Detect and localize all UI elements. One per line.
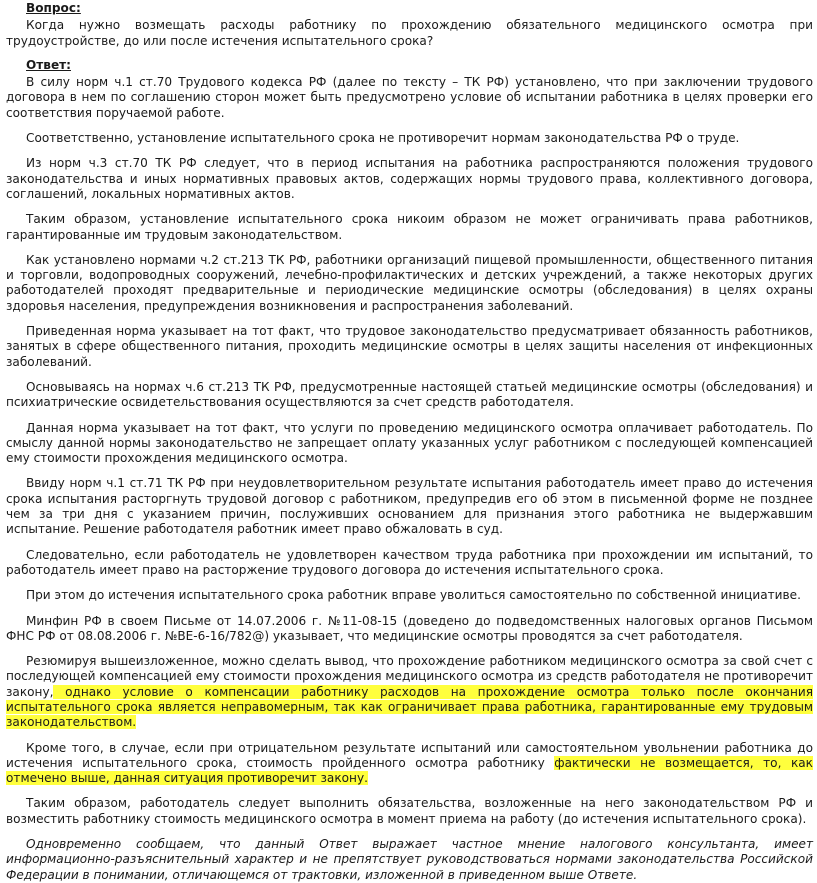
answer-paragraph: Данная норма указывает на тот факт, что услуги по проведению медицинского осмотра оплачивает работодатель. По смыслу данной нормы законодательство не запрещает оплату указанных услуг работником с последующей компенсацией ему стоимости прохождения медицинского осмотра. (6, 420, 813, 466)
dismissal-highlight: фактически не возмещается, то, как отмечено выше, данная ситуация противоречит закону. (6, 755, 813, 786)
conclusion-paragraph: Таким образом, работодатель следует выполнить обязательства, возложенные на него законодательством РФ и возместить работнику стоимость медицинского осмотра в момент приема на работу (до истечения испытательного срока). (6, 796, 813, 826)
answer-paragraph: Ввиду норм ч.1 ст.71 ТК РФ при неудовлетворительном результате испытания работодатель имеет право до истечения срока испытания расторгнуть трудовой договор с работником, предупредив его об этом в письменной форме не позднее чем за три дня с указанием причин, послуживших основанием для признания этого работника не выдержавшим испытание. Решение работодателя работник имеет право обжаловать в суд. (6, 476, 813, 537)
consultation-document (0, 1, 817, 883)
answer-heading: Ответ: (26, 57, 71, 72)
summary-paragraph (6, 654, 813, 730)
answer-paragraph: Как установлено нормами ч.2 ст.213 ТК РФ, работники организаций пищевой промышленности, общественного питания и торговли, водопроводных сооружений, лечебно-профилактических и детских учреждений, а также некоторых других работодателей проходят предварительные и периодические медицинские осмотры (обследования) в целях охраны здоровья населения, предупреждения возникновения и распространения заболеваний. (6, 252, 813, 313)
summary-highlight: однако условие о компенсации работнику расходов на прохождение осмотра только после окончания испытательного срока является неправомерным, так как ограничивает права работника, гарантированные ему трудовым законодательством. (6, 684, 813, 730)
answer-paragraph: При этом до истечения испытательного срока работник вправе уволиться самостоятельно по собственной инициативе. (26, 588, 801, 603)
dismissal-text: Кроме того, в случае, если при отрицательном результате испытаний или самостоятельном увольнении работника до истечения испытательного срока, стоимость пройденного осмотра работнику (6, 740, 813, 770)
answer-paragraph: Из норм ч.3 ст.70 ТК РФ следует, что в период испытания на работника распространяются положения трудового законодательства и иных нормативных правовых актов, содержащих нормы трудового права, коллективного договора, соглашений, локальных нормативных актов. (6, 156, 813, 201)
question-heading: Вопрос: (26, 1, 81, 15)
disclaimer-note: Одновременно сообщаем, что данный Ответ выражает частное мнение налогового консультанта, имеет информационно-разъяснительный характер и не препятствует руководствоваться нормами законодательства Российской Федерации в понимании, отличающемся от трактовки, изложенной в приведенном выше Ответе. (6, 837, 813, 882)
answer-paragraph: Таким образом, установление испытательного срока никоим образом не может ограничивать права работников, гарантированные им трудовым законодательством. (6, 212, 813, 242)
answer-paragraph: Основываясь на нормах ч.6 ст.213 ТК РФ, предусмотренные настоящей статьей медицинские осмотры (обследования) и психиатрические освидетельствования осуществляются за счет средств работодателя. (6, 379, 813, 410)
answer-paragraph: Следовательно, если работодатель не удовлетворен качеством труда работника при прохождении им испытаний, то работодатель имеет право на расторжение трудового договора до истечения испытательного срока. (6, 547, 813, 577)
answer-paragraph: Соответственно, установление испытательного срока не противоречит нормам законодательства РФ о труде. (26, 131, 740, 146)
answer-paragraph: В силу норм ч.1 ст.70 Трудового кодекса РФ (далее по тексту – ТК РФ) установлено, что при заключении трудового договора в нем по соглашению сторон может быть предусмотрено условие об испытании работника в целях проверки его соответствия поручаемой работе. (6, 75, 813, 120)
answer-paragraph: Минфин РФ в своем Письме от 14.07.2006 г. №11-08-15 (доведено до подведомственных налоговых органов Письмом ФНС РФ от 08.08.2006 г. №ВЕ-6-16/782@) указывает, что медицинские осмотры проводятся за счет работодателя. (6, 613, 813, 643)
summary-text: Резюмируя вышеизложенное, можно сделать вывод, что прохождение работником медицинского осмотра за свой счет с последующей компенсацией ему стоимости прохождения медицинского осмотра из средств работодателя не противоречит закону, (6, 654, 813, 699)
answer-paragraph: Приведенная норма указывает на тот факт, что трудовое законодательство предусматривает обязанность работников, занятых в сфере общественного питания, проходить медицинские осмотры в целях защиты населения от инфекционных заболеваний. (6, 324, 813, 369)
dismissal-paragraph (6, 741, 813, 787)
question-text: Когда нужно возмещать расходы работнику по прохождению обязательного медицинского осмотра при трудоустройстве, до или после истечения испытательного срока? (6, 18, 813, 48)
